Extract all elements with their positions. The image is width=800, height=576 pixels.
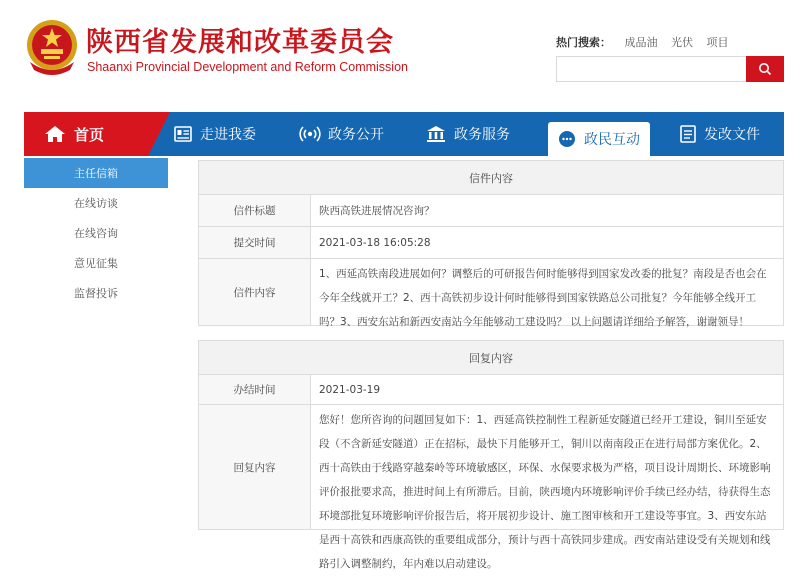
- reply-panel: [198, 340, 784, 570]
- home-icon: [44, 125, 66, 143]
- sidebar-item-complaint[interactable]: 监督投诉: [74, 287, 118, 300]
- letter-title-value: 陕西高铁进展情况咨询？: [319, 204, 435, 217]
- nav-item-about[interactable]: [174, 112, 256, 156]
- site-subtitle: Shaanxi Provincial Development and Reform Commission: [87, 60, 408, 74]
- nav-home-tail: [148, 112, 170, 156]
- letter-time-value: 2021-03-18 16:05:28: [319, 236, 431, 249]
- nav-home[interactable]: [24, 112, 148, 156]
- reply-content-value: 您好！您所咨询的问题回复如下：1、西延高铁控制性工程新延安隧道已经开工建设，铜川至延安段（不含新延安隧道）正在招标，最快下月能够开工，铜川以南南段正在进行局部方案优化。2、西十高铁由于线路穿越秦岭等环境敏感区，环保、水保要求极为严格，项目设计周期长、环境影响评价报批要求高，推进时间上有所滞后。目前，陕西境内环境影响评价手续已经办结，待获得生态环境部批复环境影响评价报告后，将开展初步设计、施工图审核和开工建设等事宜。3、西安东站是西十高铁和西康高铁的重要组成部分，预计与西十高铁同步建成。西安南站建设受有关规划和线路引入调整制约，年内难以启动建设。: [319, 414, 771, 570]
- nav-item-label: 政民互动: [584, 132, 640, 148]
- sidebar: [24, 158, 168, 308]
- search-input[interactable]: [557, 57, 747, 81]
- nav-item-interaction[interactable]: [548, 122, 650, 156]
- reply-content-label: 回复内容: [199, 405, 311, 529]
- hot-search: [556, 34, 729, 50]
- nav-item-label: 走进我委: [200, 127, 256, 143]
- search-icon: [758, 62, 772, 76]
- building-icon: [426, 125, 446, 143]
- hot-search-item[interactable]: 项目: [706, 36, 729, 49]
- nav-item-label: 发改文件: [704, 127, 760, 143]
- search-button[interactable]: [746, 56, 784, 82]
- sidebar-item-online-consult[interactable]: 在线咨询: [74, 227, 118, 240]
- letter-time-label: 提交时间: [199, 227, 311, 258]
- letter-title-row: [199, 195, 783, 227]
- letter-title-label: 信件标题: [199, 195, 311, 226]
- document-icon: [680, 125, 696, 143]
- nav-item-documents[interactable]: [680, 112, 760, 156]
- reply-content-row: [199, 405, 783, 570]
- reply-time-row: [199, 375, 783, 405]
- nav-item-service[interactable]: [426, 112, 510, 156]
- broadcast-icon: [300, 125, 320, 143]
- site-title: 陕西省发展和改革委员会: [86, 27, 394, 58]
- site-header: [0, 0, 800, 110]
- sidebar-item-director-mailbox[interactable]: 主任信箱: [24, 158, 168, 188]
- reply-time-value: 2021-03-19: [319, 383, 381, 396]
- sidebar-item-online-interview[interactable]: 在线访谈: [74, 197, 118, 210]
- nav-item-label: 政务服务: [454, 127, 510, 143]
- search-box: [556, 56, 784, 82]
- main-nav: [24, 112, 784, 156]
- letter-panel: [198, 160, 784, 326]
- chat-icon: [558, 130, 576, 148]
- letter-time-row: [199, 227, 783, 259]
- letter-heading: 信件内容: [199, 161, 783, 195]
- reply-heading: 回复内容: [199, 341, 783, 375]
- nav-item-public[interactable]: [300, 112, 384, 156]
- national-emblem-icon: [24, 18, 80, 76]
- id-card-icon: [174, 126, 192, 142]
- sidebar-item-opinion-collection[interactable]: 意见征集: [74, 257, 118, 270]
- hot-search-item[interactable]: 成品油: [624, 36, 658, 49]
- letter-content-label: 信件内容: [199, 259, 311, 325]
- hot-search-label: 热门搜索：: [556, 36, 611, 49]
- hot-search-item[interactable]: 光伏: [671, 36, 693, 49]
- letter-content-row: [199, 259, 783, 328]
- reply-time-label: 办结时间: [199, 375, 311, 404]
- letter-content-value: 1、西延高铁南段进展如何？调整后的可研报告何时能够得到国家发改委的批复？南段是否也会在今年全线就开工？2、西十高铁初步设计何时能够得到国家铁路总公司批复？今年能够全线开工吗？3、西安东站和新西安南站今年能够动工建设吗？ 以上问题请详细给予解答，谢谢领导！: [319, 268, 767, 328]
- nav-home-label: 首页: [74, 125, 105, 144]
- nav-item-label: 政务公开: [328, 127, 384, 143]
